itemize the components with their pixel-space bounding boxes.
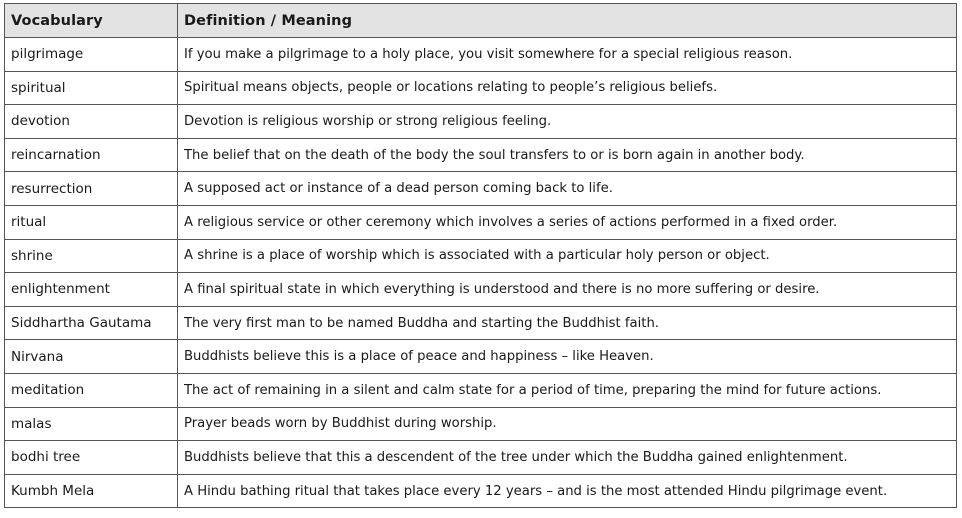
term-cell: Siddhartha Gautama bbox=[5, 306, 178, 340]
table-row bbox=[5, 441, 957, 475]
table-header-row bbox=[5, 4, 957, 38]
vocabulary-sheet bbox=[4, 3, 956, 508]
term-cell: reincarnation bbox=[5, 138, 178, 172]
table-row bbox=[5, 340, 957, 374]
header-definition: Definition / Meaning bbox=[178, 4, 957, 38]
definition-cell: If you make a pilgrimage to a holy place, you visit somewhere for a special religious reason. bbox=[178, 38, 957, 72]
vocabulary-table bbox=[4, 3, 957, 508]
table-row bbox=[5, 105, 957, 139]
term-cell: resurrection bbox=[5, 172, 178, 206]
term-cell: shrine bbox=[5, 239, 178, 273]
table-row bbox=[5, 38, 957, 72]
definition-cell: A Hindu bathing ritual that takes place every 12 years – and is the most attended Hindu pilgrimage event. bbox=[178, 474, 957, 508]
table-row bbox=[5, 474, 957, 508]
definition-cell: A supposed act or instance of a dead person coming back to life. bbox=[178, 172, 957, 206]
table-row bbox=[5, 172, 957, 206]
definition-cell: Prayer beads worn by Buddhist during worship. bbox=[178, 407, 957, 441]
definition-cell: A religious service or other ceremony which involves a series of actions performed in a fixed order. bbox=[178, 205, 957, 239]
term-cell: devotion bbox=[5, 105, 178, 139]
term-cell: pilgrimage bbox=[5, 38, 178, 72]
definition-cell: Spiritual means objects, people or locations relating to people’s religious beliefs. bbox=[178, 71, 957, 105]
term-cell: enlightenment bbox=[5, 273, 178, 307]
table-row bbox=[5, 71, 957, 105]
term-cell: spiritual bbox=[5, 71, 178, 105]
term-cell: Nirvana bbox=[5, 340, 178, 374]
table-row bbox=[5, 273, 957, 307]
table-row bbox=[5, 373, 957, 407]
definition-cell: The belief that on the death of the body the soul transfers to or is born again in another body. bbox=[178, 138, 957, 172]
definition-cell: The act of remaining in a silent and calm state for a period of time, preparing the mind for future actions. bbox=[178, 373, 957, 407]
table-row bbox=[5, 306, 957, 340]
term-cell: malas bbox=[5, 407, 178, 441]
definition-cell: A shrine is a place of worship which is associated with a particular holy person or object. bbox=[178, 239, 957, 273]
definition-cell: A final spiritual state in which everything is understood and there is no more suffering or desire. bbox=[178, 273, 957, 307]
definition-cell: Buddhists believe this is a place of peace and happiness – like Heaven. bbox=[178, 340, 957, 374]
table-row bbox=[5, 407, 957, 441]
term-cell: bodhi tree bbox=[5, 441, 178, 475]
term-cell: ritual bbox=[5, 205, 178, 239]
header-vocabulary: Vocabulary bbox=[5, 4, 178, 38]
term-cell: Kumbh Mela bbox=[5, 474, 178, 508]
definition-cell: The very first man to be named Buddha and starting the Buddhist faith. bbox=[178, 306, 957, 340]
term-cell: meditation bbox=[5, 373, 178, 407]
table-row bbox=[5, 205, 957, 239]
table-row bbox=[5, 138, 957, 172]
definition-cell: Buddhists believe that this a descendent of the tree under which the Buddha gained enlightenment. bbox=[178, 441, 957, 475]
table-row bbox=[5, 239, 957, 273]
definition-cell: Devotion is religious worship or strong religious feeling. bbox=[178, 105, 957, 139]
